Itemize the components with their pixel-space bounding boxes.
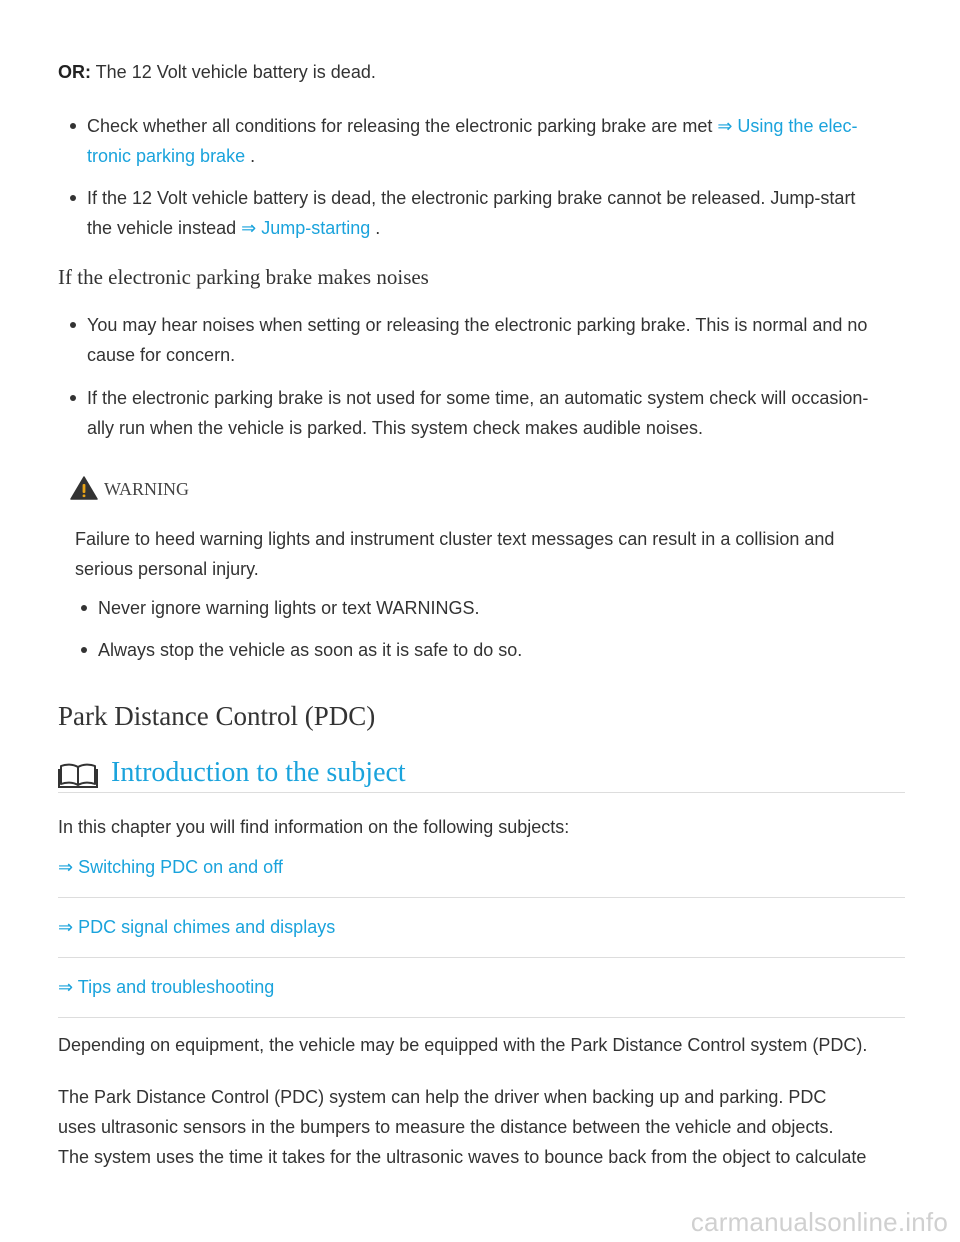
warning-list-item: Always stop the vehicle as soon as it is safe to do so. — [98, 635, 928, 665]
paragraph: The Park Distance Control (PDC) system can help the driver when backing up and parking. PDC uses ultrasonic sensors in the bumpers to measure the distance between the vehicle and objects. The system uses the time it takes for the ultrasonic waves to bounce back from the object to calculate — [58, 1087, 867, 1167]
chapter-title: Park Distance Control (PDC) — [58, 701, 376, 731]
section-heading-noises: If the electronic parking brake makes noises — [58, 265, 429, 289]
link-using-electronic-parking-brake[interactable]: ⇒ Using the elec- — [717, 116, 858, 136]
divider — [58, 792, 905, 793]
divider — [58, 1017, 905, 1018]
list-item: If the electronic parking brake is not used for some time, an automatic system check will occasion- ally run when the vehicle is parked. This system check makes audible noises. — [87, 383, 917, 443]
or-text: The 12 Volt vehicle battery is dead. — [91, 62, 376, 82]
or-label: OR: — [58, 62, 91, 82]
intro-title: Introduction to the subject — [111, 757, 406, 788]
paragraph: Depending on equipment, the vehicle may be equipped with the Park Distance Control system (PDC). — [58, 1035, 868, 1055]
list-item: If the 12 Volt vehicle battery is dead, the electronic parking brake cannot be released. Jump-start the vehicle instead ⇒ Jump-starting . — [87, 183, 917, 243]
toc-link-tips-troubleshooting[interactable]: ⇒ Tips and troubleshooting — [58, 977, 275, 997]
divider — [58, 957, 905, 958]
toc-link-switching-pdc[interactable]: ⇒ Switching PDC on and off — [58, 857, 283, 877]
warning-text: Failure to heed warning lights and instrument cluster text messages can result in a collision and serious personal injury. — [75, 529, 835, 579]
divider — [58, 897, 905, 898]
list-item: You may hear noises when setting or releasing the electronic parking brake. This is normal and no cause for concern. — [87, 310, 917, 370]
link-using-electronic-parking-brake-cont[interactable]: tronic parking brake — [87, 146, 246, 166]
watermark: carmanualsonline.info — [690, 1207, 948, 1237]
open-book-icon — [58, 762, 98, 788]
warning-list-item: Never ignore warning lights or text WARNINGS. — [98, 593, 928, 623]
or-line — [58, 57, 376, 87]
link-jump-starting[interactable]: ⇒ Jump-starting — [241, 218, 371, 238]
intro-text: In this chapter you will find information on the following subjects: — [58, 817, 570, 837]
warning-triangle-icon — [70, 476, 98, 500]
warning-label: WARNING — [104, 479, 189, 499]
toc-link-signal-chimes[interactable]: ⇒ PDC signal chimes and displays — [58, 917, 336, 937]
list-item: Check whether all conditions for releasing the electronic parking brake are met ⇒ Using the elec- tronic parking brake . — [87, 111, 917, 171]
